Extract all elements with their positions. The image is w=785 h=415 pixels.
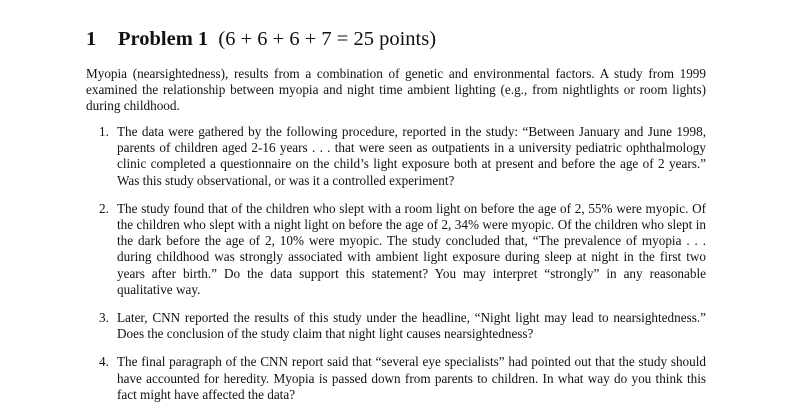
section-title: Problem 1	[118, 28, 209, 50]
question-text: The final paragraph of the CNN report said that “several eye specialists” had pointed out that the study should have accounted for heredity. Myopia is passed down from parents to children. In what way do you think this fact might have affected the data?	[117, 354, 706, 402]
question-text: The study found that of the children who slept with a room light on before the age of 2, 55% were myopic. Of the children who slept with a night light on before the age of 2, 34% were myopic. Of the children who slept in the dark before the age of 2, 10% were myopic. The study concluded that, “The prevalence of myopia . . . during childhood was strongly associated with ambient light exposure during sleep at night in the first two years after birth.” Do the data support this statement? You may interpret “strongly” in any reasonable qualitative way.	[117, 200, 706, 297]
question-marker: 2.	[99, 200, 109, 216]
question-marker: 3.	[99, 310, 109, 326]
question-marker: 4.	[99, 354, 109, 370]
section-number: 1	[86, 28, 97, 50]
question-text: The data were gathered by the following procedure, reported in the study: “Between January and June 1998, parents of children aged 2-16 years . . . that were seen as outpatients in a university pediatric ophthalmology clinic completed a questionnaire on the child’s light exposure both at present and before the age of 2 years.” Was this study observational, or was it a controlled experiment?	[117, 124, 706, 188]
question-item-1	[99, 124, 706, 189]
section-points: (6 + 6 + 6 + 7 = 25 points)	[218, 28, 437, 50]
intro-paragraph: Myopia (nearsightedness), results from a combination of genetic and environmental factors. A study from 1999 examined the relationship between myopia and night time ambient lighting (e.g., from nightlights or room lights) during childhood.	[86, 66, 706, 114]
question-item-4	[99, 354, 706, 403]
section-heading	[86, 28, 436, 51]
question-list	[99, 124, 706, 415]
question-item-2	[99, 200, 706, 298]
question-marker: 1.	[99, 124, 109, 139]
question-text: Later, CNN reported the results of this study under the headline, “Night light may lead to nearsightedness.” Does the conclusion of the study claim that night light causes nearsightedness?	[117, 310, 706, 342]
question-item-3	[99, 310, 706, 342]
